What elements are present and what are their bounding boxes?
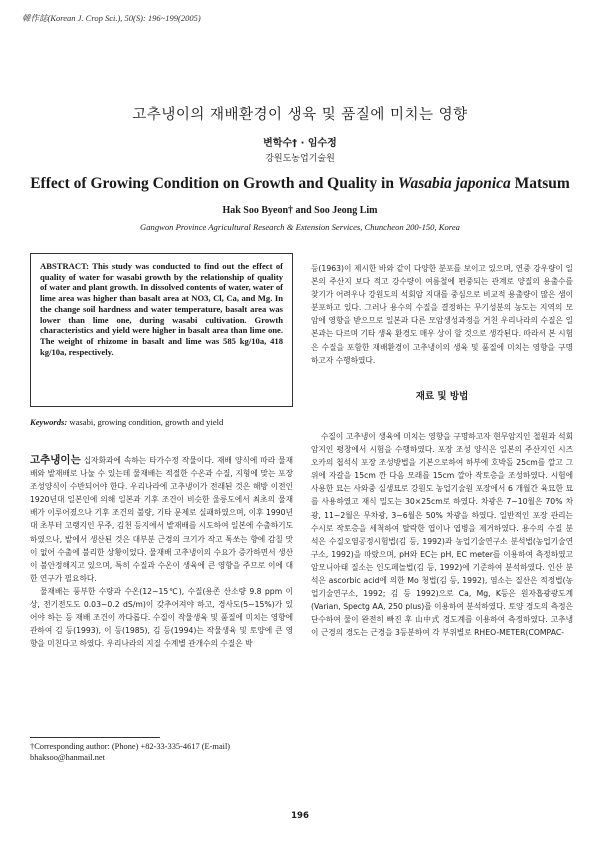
intro-continued-column <box>311 262 573 367</box>
methods-paragraph: 수질이 고추냉이 생육에 미치는 영향을 구명하고자 현무암지인 철원과 석회암지인 평창에서 시험을 수행하였다. 포장 조성 양식은 일본의 주산지인 시즈오카의 첩석식 포장 조성방법을 기본으로하여 하부에 호박돌 25cm를 깔고 그 위에 자갈을 15cm 깐 다음 모래를 15cm 깔아 작토층을 조성하였다. 시험에 사용한 묘는 사와중 실생묘로 강원도 농업기술원 포장에서 6 개월간 육묘한 묘를 사용하였고 재식 밀도는 30×25cm로 하였다. 차광은 7~10월은 70% 차광, 11~2월은 무차광, 3~6월은 50% 차광을 하였다. 일반적인 포장 관리는 수시로 작토층을 세척하여 탈락한 엽이나 엽병을 제거하였다. 용수의 수질 분석은 수질오염공정시험법(김 등, 1992)과 농업기술연구소 분석법(농업기술연구소, 1992)을 따랐으며, pH와 EC는 pH, EC meter를 이용하여 측정하였고 암모니아태 질소는 인도페놀법(김 등, 1992)에 기준하여 분석하였다. 인산 분석은 ascorbic acid에 의한 Mo 청법(김 등, 1992), 염소는 질산은 적정법(농업기술연구소, 1992; 김 등 1992)으로 Ca, Mg, K등은 원자흡광광도계(Varian, Spectg AA, 250 plus)를 이용하여 분석하였다. 토양 경도의 측정은 단수하여 물이 완전히 빠진 후 山中式 경도계를 이용하여 측정하였다. 고추냉이 근경의 경도는 근경을 3등분하여 각 부위별로 RHEO-METER(COMPAC- <box>311 432 573 638</box>
abstract-text: ABSTRACT: This study was conducted to find out the effect of quality of water for wasabi growth by the relationship of quality of water and plant growth. In dissolved contents of water, water of lime area was higher than basalt area at NO3, Cl, Ca, and Mg. In the change soil hardness and water temperature, basalt area was lower than lime one, during wasabi cultivation. Growth characteristics and yield were higher in basalt area than lime one. The weight of rhizome in basalt and lime was 585 kg/10a, 418 kg/10a, respectively. <box>40 261 283 357</box>
intro-paragraph-1-text: 십자화과에 속하는 타가수정 작물이다. 재배 양식에 따라 물재배와 밭재배로 나눌 수 있는데 물재배는 적절한 수온과 수질, 지형에 맞는 포장 조성양식이 수반되어야 한다. 우리나라에 고추냉이가 전래된 것은 해방 이전인 1920년대 일본인에 의해 일본과 기후 조건이 비슷한 울릉도에서 최초의 물재배가 이루어졌으나 기후 조건의 불량, 기타 문제로 실패하였으며, 이후 1990년대 초부터 고랭지인 무주, 김천 등지에서 밭재배를 시도하여 일본에 수출하기도 하였으나, 밭에서 생산된 것은 대부분 근경의 크기가 작고 톡쏘는 향에 감칠 맛이 없어 수출에 불리한 상황이었다. 물재배 고추냉이의 수요가 증가하면서 생산이 불안정해지고 있으며, 특히 수질과 수온이 생육에 큰 영향을 주므로 이에 대한 연구가 필요하다. <box>30 456 293 583</box>
page-number: 196 <box>291 811 309 821</box>
footnote-corresponding-author: †Corresponding author: (Phone) +82-33-335-4617 (E-mail) bhaksoo@hanmail.net <box>30 742 231 762</box>
title-english-pre: Effect of Growing Condition on Growth and Quality in <box>30 175 398 192</box>
keywords-label: Keywords: <box>30 417 68 427</box>
intro-paragraph-1 <box>30 454 293 585</box>
section-heading-methods: 재료 및 방법 <box>415 391 469 402</box>
intro-column <box>30 454 293 650</box>
intro-lead-word: 고추냉이는 <box>30 454 81 466</box>
keywords <box>30 417 293 427</box>
methods-column <box>311 430 573 640</box>
journal-citation: 韓作誌(Korean J. Crop Sci.), 50(S): 196~199(2005) <box>22 13 201 23</box>
title-english-post: Matsum <box>510 175 570 192</box>
intro-paragraph-3: 등(1963)이 제시한 바와 같이 다양한 분포를 보이고 있으며, 연중 강우량이 일본의 주산지 보다 적고 강수량이 여름철에 편중되는 관계로 양질의 용출수를 찾기가 어려우나 강원도의 석회암 지대를 중심으로 비교적 용출량이 많은 샘이 분포하고 있다. 그러나 용수의 수질을 결정하는 무기성분의 농도는 지역의 모암에 영향을 받으므로 일본과 다른 모암생성과정을 거친 우리나라의 수질은 일본과는 다르며 기타 생육 환경도 매우 상이 할 것으로 생각된다. 따라서 본 시험은 수질을 포함한 재배환경이 고추냉이의 생육 및 품질에 미치는 영향을 구명하고자 수행하였다. <box>311 264 573 365</box>
authors-english: Hak Soo Byeon† and Soo Jeong Lim <box>222 205 378 216</box>
title-english <box>0 175 600 193</box>
affiliation-english: Gangwon Province Agricultural Research & Extension Services, Chuncheon 200-150, Korea <box>140 222 460 232</box>
authors-korean: 변학수† · 임수정 <box>263 138 337 149</box>
title-english-species: Wasabia japonica <box>397 175 511 192</box>
abstract-box <box>30 253 293 407</box>
intro-paragraph-2: 물재배는 풍부한 수량과 수온(12~15℃), 수질(용존 산소량 9.8 ppm 이상, 전기전도도 0.03~0.2 dS/m)이 갖추어져야 하고, 경사도(5~15%)가 있어야 하는 등 재배 조건이 까다롭다. 수질이 작물생육 및 품질에 미치는 영향에 관하여 김 등(1993), 이 등(1985), 김 등(1994)는 작물생육 및 토양에 큰 영향을 미친다고 하였다. 우리나라의 지질 수계별 관개수의 수질은 박 <box>30 586 293 649</box>
footnote-divider <box>30 737 160 738</box>
title-korean: 고추냉이의 재배환경이 생육 및 품질에 미치는 영향 <box>132 107 468 123</box>
keywords-text: wasabi, growing condition, growth and yield <box>67 417 224 427</box>
affiliation-korean: 강원도농업기술원 <box>265 154 335 164</box>
